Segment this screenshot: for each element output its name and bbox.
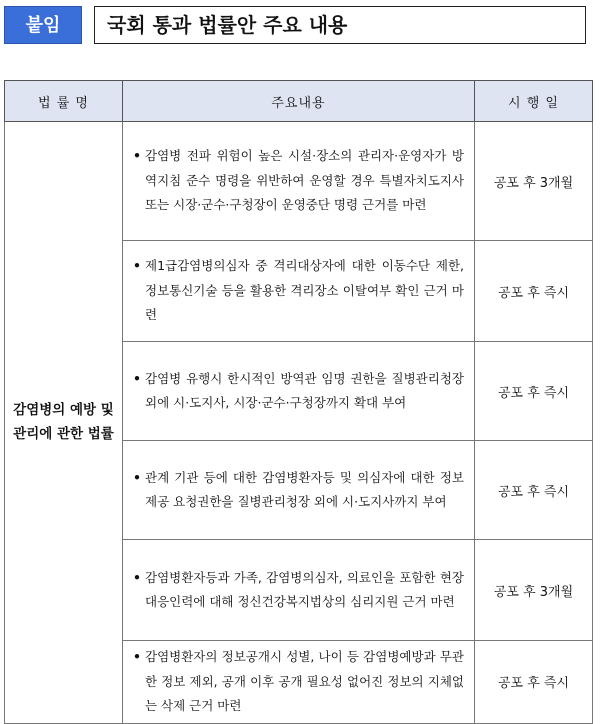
bullet-icon: •: [133, 148, 141, 164]
date-cell: 공포 후 즉시: [475, 641, 593, 724]
bullet-icon: •: [133, 370, 141, 386]
column-header-content: 주요내용: [123, 81, 475, 122]
content-text: 관계 기관 등에 대한 감염병환자등 및 의심자에 대한 정보제공 요청권한을 질병관리청장 외에 시·도지사까지 부여: [145, 469, 464, 509]
content-text: 제1급감염병의심자 중 격리대상자에 대한 이동수단 제한, 정보통신기술 등을 활용한 격리장소 이탈여부 확인 근거 마련: [145, 258, 464, 323]
law-table: [4, 80, 593, 724]
content-text: 감염병환자등과 가족, 감염병의심자, 의료인을 포함한 현장 대응인력에 대해 정신건강복지법상의 심리지원 근거 마련: [145, 569, 464, 609]
bullet-icon: •: [133, 469, 141, 485]
date-cell: 공포 후 즉시: [475, 441, 593, 540]
column-header-effective-date: 시 행 일: [475, 81, 593, 122]
content-cell: [123, 441, 475, 540]
header: [4, 6, 594, 46]
content-cell: [123, 122, 475, 241]
bullet-icon: •: [133, 649, 141, 664]
content-text: 감염병 유행시 한시적인 방역관 임명 권한을 질병관리청장 외에 시·도지사, 시장·군수·구청장까지 확대 부여: [145, 370, 464, 410]
date-cell: 공포 후 3개월: [475, 122, 593, 241]
bullet-icon: •: [133, 569, 141, 585]
content-cell: [123, 540, 475, 641]
content-cell: [123, 241, 475, 342]
date-cell: 공포 후 3개월: [475, 540, 593, 641]
table-row: [5, 122, 593, 241]
bullet-icon: •: [133, 258, 141, 274]
content-cell: [123, 641, 475, 724]
attachment-badge: 붙임: [4, 6, 82, 44]
law-name-cell: 감염병의 예방 및 관리에 관한 법률: [5, 122, 123, 724]
date-cell: 공포 후 즉시: [475, 342, 593, 441]
table-header-row: [5, 81, 593, 122]
content-text: 감염병환자의 정보공개시 성별, 나이 등 감염병예방과 무관한 정보 제외, 공개 이후 공개 필요성 없어진 정보의 지체없는 삭제 근거 마련: [145, 649, 464, 713]
content-cell: [123, 342, 475, 441]
content-text: 감염병 전파 위험이 높은 시설·장소의 관리자·운영자가 방역지침 준수 명령을 위반하여 운영할 경우 특별자치도지사 또는 시장·군수·구청장이 운영중단 명령 근거를 마련: [145, 148, 464, 213]
page-title: 국회 통과 법률안 주요 내용: [94, 6, 586, 44]
date-cell: 공포 후 즉시: [475, 241, 593, 342]
column-header-law-name: 법 률 명: [5, 81, 123, 122]
